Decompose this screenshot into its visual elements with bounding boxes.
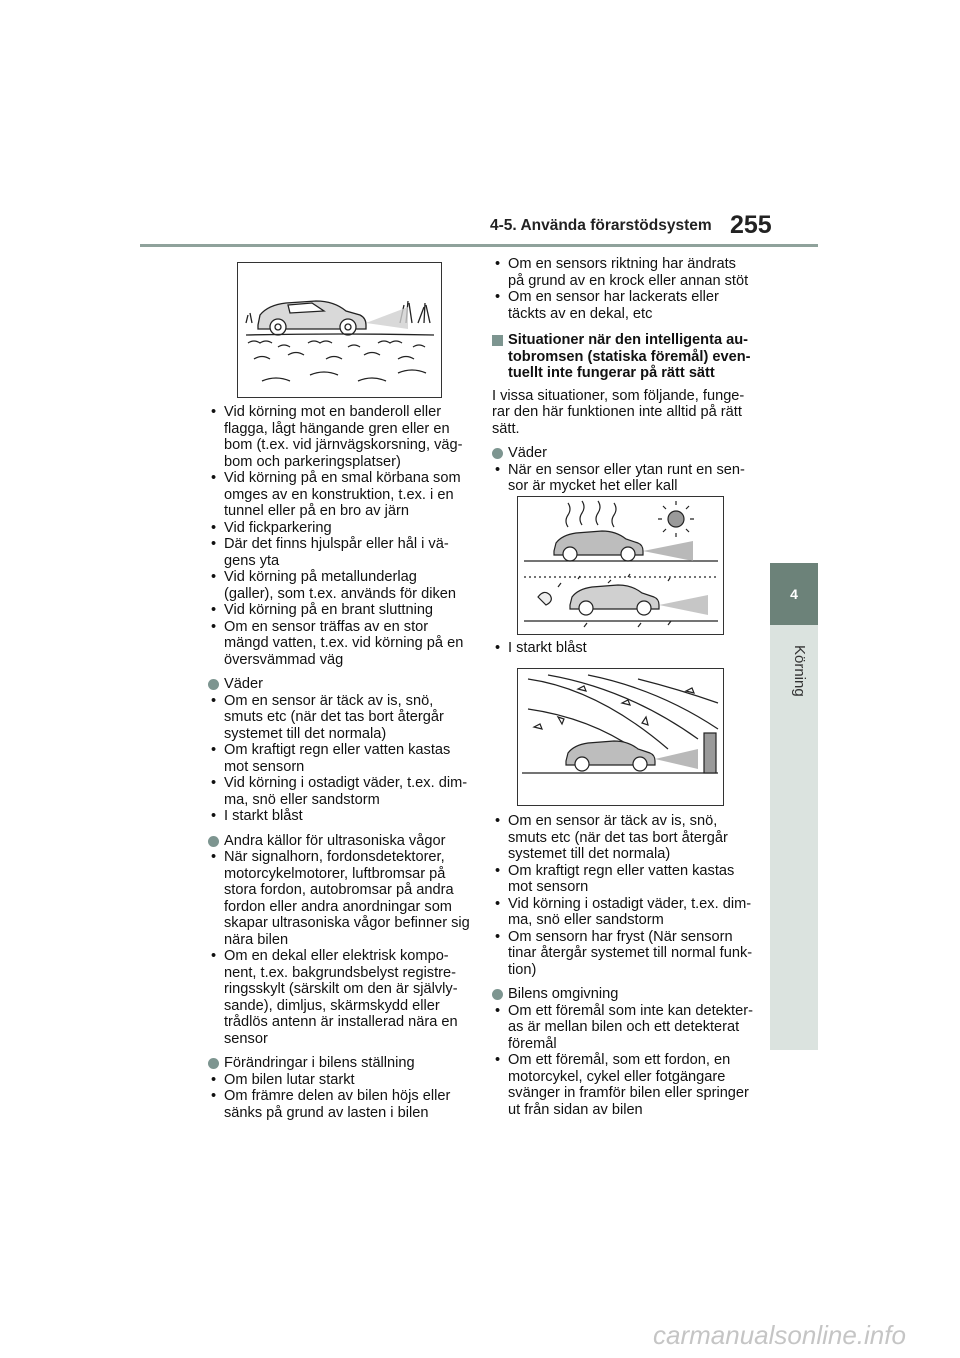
- left-column: [208, 404, 470, 1121]
- circle-bullet-icon: [208, 836, 219, 847]
- chapter-number-tab: 4: [770, 563, 818, 625]
- site-watermark: carmanualsonline.info: [653, 1320, 906, 1350]
- circle-bullet-icon: [208, 1058, 219, 1069]
- list-item: • I starkt blåst: [208, 808, 470, 825]
- list-item: • Om ett föremål, som ett fordon, en motorcykel, cykel eller fotgängare svänger in framför bilen eller springer ut från sidan av bilen: [492, 1052, 754, 1118]
- right-column-top: [492, 256, 754, 495]
- chapter-title: Körning: [791, 645, 808, 697]
- strong-wind-illustration: [517, 668, 724, 806]
- list-item: • Vid fickparkering: [208, 520, 470, 537]
- section-intro: I vissa situationer, som följande, funge-rar den här funktionen inte alltid på rätt sätt.: [492, 387, 745, 437]
- list-item: • Där det finns hjulspår eller hål i vä-gens yta: [208, 536, 470, 569]
- weather-group: [208, 676, 470, 825]
- ultrasonic-group: [208, 833, 470, 1048]
- circle-bullet-icon: [492, 989, 503, 1000]
- surroundings-group: [492, 986, 754, 1118]
- section-heading: Situationer när den intelligenta au-tobromsen (statiska föremål) even-tuellt inte fungerar på rätt sätt: [492, 332, 754, 382]
- square-bullet-icon: [492, 335, 503, 346]
- list-item: • Om sensorn har fryst (När sensorn tinar återgår systemet till normal funk-tion): [492, 929, 754, 979]
- right-column-bottom: [492, 813, 754, 1118]
- group-title: Bilens omgivning: [508, 986, 619, 1002]
- list-item: • Om ett föremål som inte kan detekter-as är mellan bilen och ett detekterat föremål: [492, 1003, 754, 1053]
- list-item: • Om en sensor är täck av is, snö, smuts etc (när det tas bort återgår systemet till det normala): [492, 813, 754, 863]
- weather-group-right: [492, 445, 754, 495]
- group-heading: [208, 676, 470, 693]
- list-item: • Vid körning mot en banderoll eller flagga, lågt hängande gren eller en bom (t.ex. vid järnvägskorsning, väg-bom och parkeringsplatser): [208, 404, 470, 470]
- group-title: Förändringar i bilens ställning: [224, 1055, 415, 1071]
- list-item: • I starkt blåst: [492, 640, 754, 657]
- group-title: Väder: [508, 445, 547, 461]
- list-item: • Vid körning i ostadigt väder, t.ex. dim-ma, snö eller sandstorm: [492, 896, 754, 929]
- right-column-middle: [492, 640, 754, 657]
- list-item: • Om kraftigt regn eller vatten kastas mot sensorn: [492, 863, 754, 896]
- intro-list: [208, 404, 470, 668]
- circle-bullet-icon: [492, 448, 503, 459]
- section-title: 4-5. Använda förarstödsystem: [490, 217, 712, 234]
- group-heading: [492, 445, 754, 462]
- group-title: Väder: [224, 676, 263, 692]
- list-item: • Om främre delen av bilen höjs eller sänks på grund av lasten i bilen: [208, 1088, 470, 1121]
- group-heading: [492, 986, 754, 1003]
- group-heading: [208, 1055, 470, 1072]
- list-item: • Vid körning på en smal körbana som omges av en konstruktion, t.ex. i en tunnel eller på en bro av järn: [208, 470, 470, 520]
- list-item: • Om en dekal eller elektrisk kompo-nent, t.ex. bakgrundsbelyst registre-ringsskylt (särskilt om den är självly-sande), dimljus, skärmskydd eller trådlös antenn är installerad nära en sensor: [208, 948, 470, 1047]
- list-item: • Om kraftigt regn eller vatten kastas mot sensorn: [208, 742, 470, 775]
- vehicle-posture-group: [208, 1055, 470, 1121]
- list-item: • När en sensor eller ytan runt en sen-sor är mycket het eller kall: [492, 462, 754, 495]
- list-item: • Om en sensor är täck av is, snö, smuts etc (när det tas bort återgår systemet till det normala): [208, 693, 470, 743]
- list-item: • Om en sensor träffas av en stor mängd vatten, t.ex. vid körning på en översvämmad väg: [208, 619, 470, 669]
- list-item: • Om en sensors riktning har ändrats på grund av en krock eller annan stöt: [492, 256, 754, 289]
- list-item: • Vid körning på en brant sluttning: [208, 602, 470, 619]
- list-item: • Vid körning i ostadigt väder, t.ex. dim-ma, snö eller sandstorm: [208, 775, 470, 808]
- hot-cold-sensor-illustration: [517, 496, 724, 635]
- list-item: • Vid körning på metallunderlag (galler), som t.ex. används för diken: [208, 569, 470, 602]
- list-item: • Om bilen lutar starkt: [208, 1072, 470, 1089]
- list-item: • Om en sensor har lackerats eller täckts av en dekal, etc: [492, 289, 754, 322]
- flooded-road-illustration: [237, 262, 442, 398]
- circle-bullet-icon: [208, 679, 219, 690]
- group-heading: [208, 833, 470, 850]
- group-title: Andra källor för ultrasoniska vågor: [224, 832, 446, 849]
- page-number: 255: [730, 211, 772, 239]
- header-divider: [140, 244, 818, 247]
- list-item: • När signalhorn, fordonsdetektorer, motorcykelmotorer, luftbromsar på stora fordon, autobromsar på andra fordon eller andra anordningar som skapar ultrasoniska vågor befinner sig nära bilen: [208, 849, 470, 948]
